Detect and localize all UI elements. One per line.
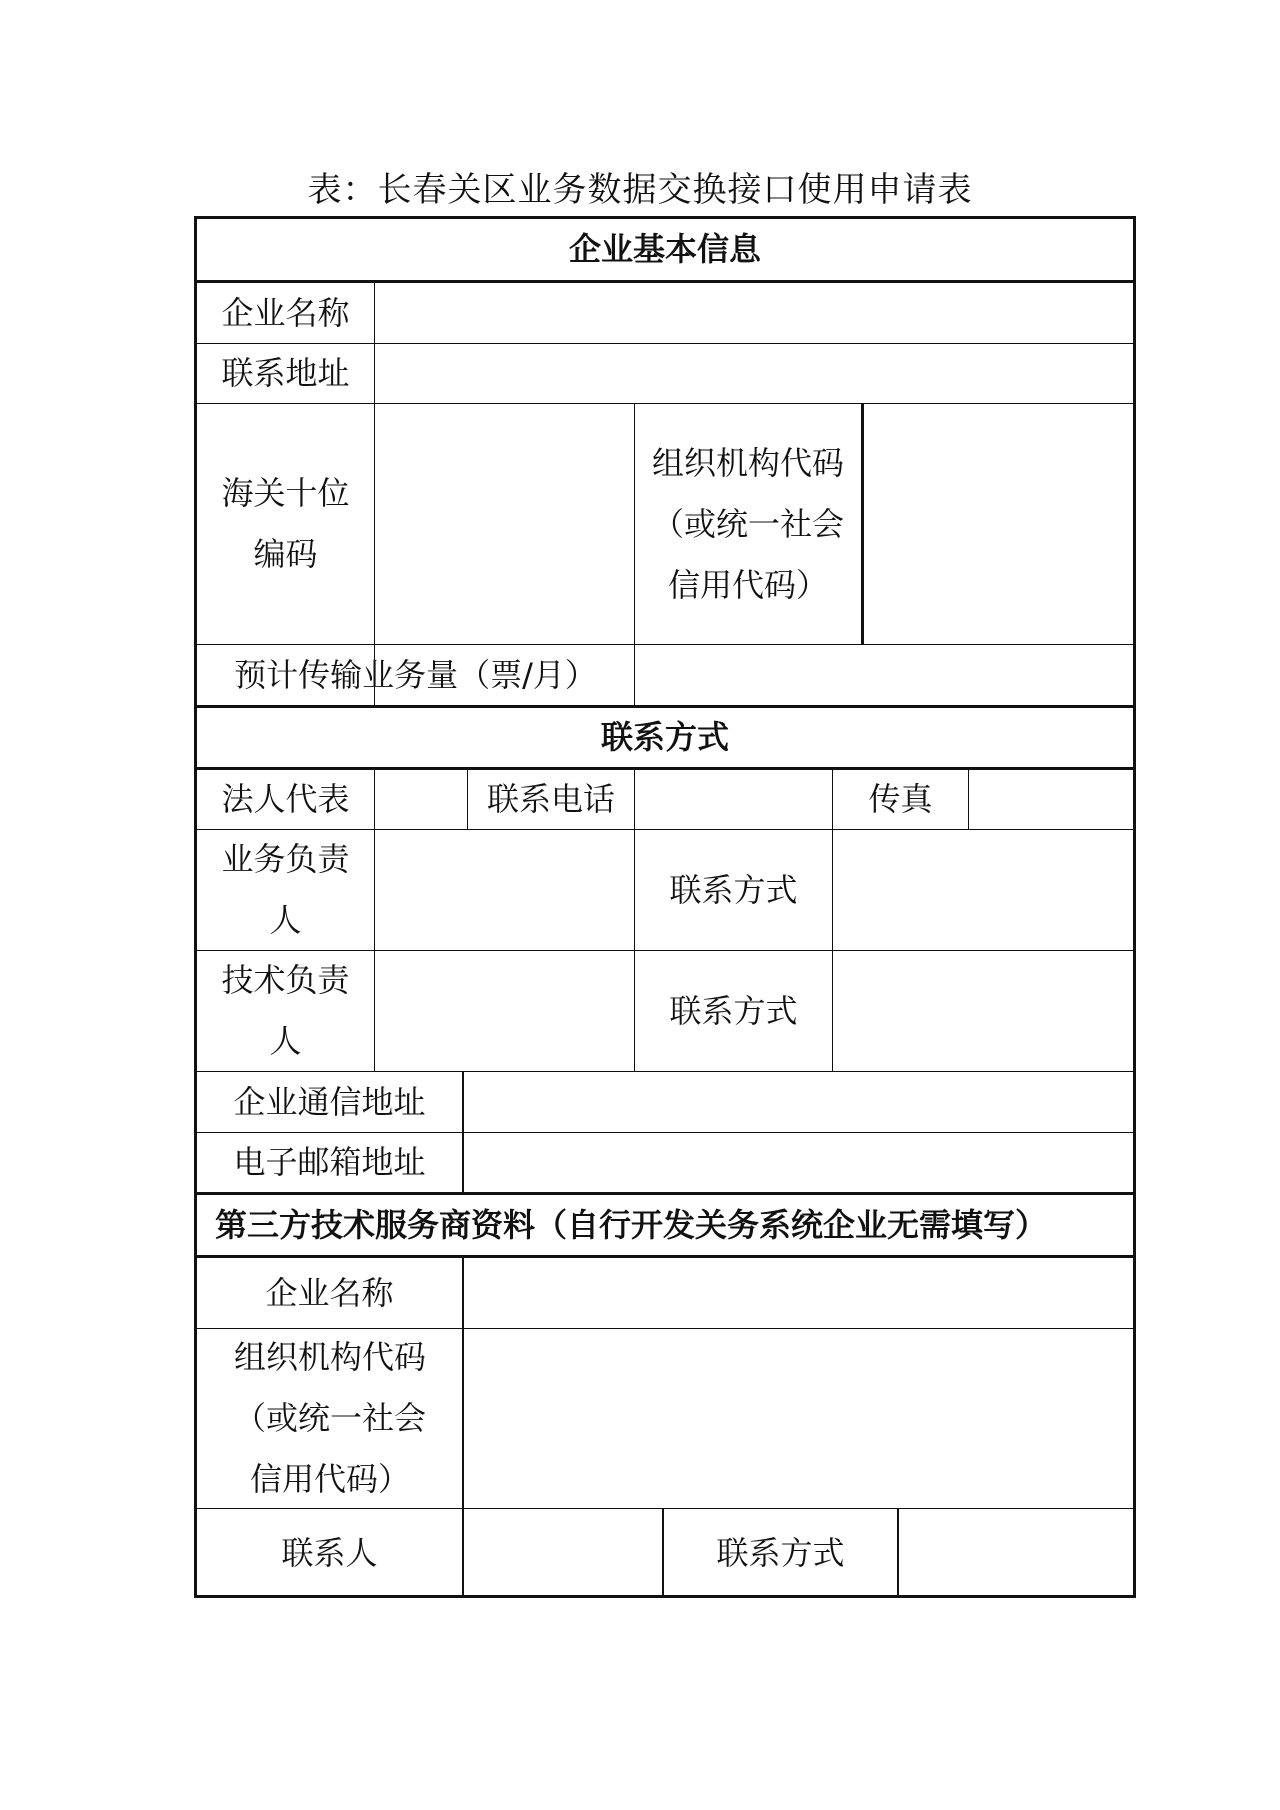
email-label: 电子邮箱地址 [233,1143,426,1181]
tech-lead-field[interactable] [375,951,634,1071]
customs-code-field[interactable] [375,404,634,644]
phone-label: 联系电话 [486,780,615,818]
org-code-label: 组织机构代码（或统一社会信用代码） [651,443,844,604]
legal-rep-field[interactable] [375,770,467,829]
provider-name-label: 企业名称 [265,1273,394,1312]
contact-method-field[interactable] [899,1509,1133,1598]
contact-person-label: 联系人 [281,1534,378,1572]
section-header-third-party: 第三方技术服务商资料（自行开发关务系统企业无需填写） [215,1205,1048,1244]
page-title: 表：长春关区业务数据交换接口使用申请表 [307,170,973,210]
company-name-field[interactable] [375,283,1133,343]
contact-method-label: 联系方式 [716,1534,845,1572]
business-contact-field[interactable] [833,830,1133,950]
contact-person-field[interactable] [464,1509,662,1598]
email-field[interactable] [464,1133,1133,1192]
tech-contact-field[interactable] [833,951,1133,1071]
fax-label: 传真 [868,780,933,818]
provider-org-code-label: 组织机构代码（或统一社会信用代码） [233,1338,426,1498]
company-name-label: 企业名称 [221,293,350,332]
customs-code-label: 海关十位编码 [221,474,350,573]
business-contact-label: 联系方式 [669,870,798,909]
provider-org-code-field[interactable] [464,1329,1133,1508]
provider-name-field[interactable] [464,1258,1133,1328]
business-lead-field[interactable] [375,830,634,950]
legal-rep-label: 法人代表 [221,780,350,818]
tech-lead-label: 技术负责人 [221,961,350,1060]
fax-field[interactable] [969,770,1133,829]
business-lead-label: 业务负责人 [221,840,350,939]
company-address-field[interactable] [375,344,1133,403]
phone-field[interactable] [635,770,832,829]
transfer-volume-field[interactable] [635,645,1133,705]
mail-address-label: 企业通信地址 [233,1082,426,1121]
mail-address-field[interactable] [464,1072,1133,1132]
tech-contact-label: 联系方式 [669,991,798,1030]
transfer-volume-label: 预计传输业务量（票/月） [234,655,597,694]
org-code-field[interactable] [864,404,1133,644]
company-address-label: 联系地址 [221,354,350,392]
section-header-contact: 联系方式 [600,718,729,756]
application-form [194,216,1136,1598]
section-header-basic-info: 企业基本信息 [568,230,761,268]
